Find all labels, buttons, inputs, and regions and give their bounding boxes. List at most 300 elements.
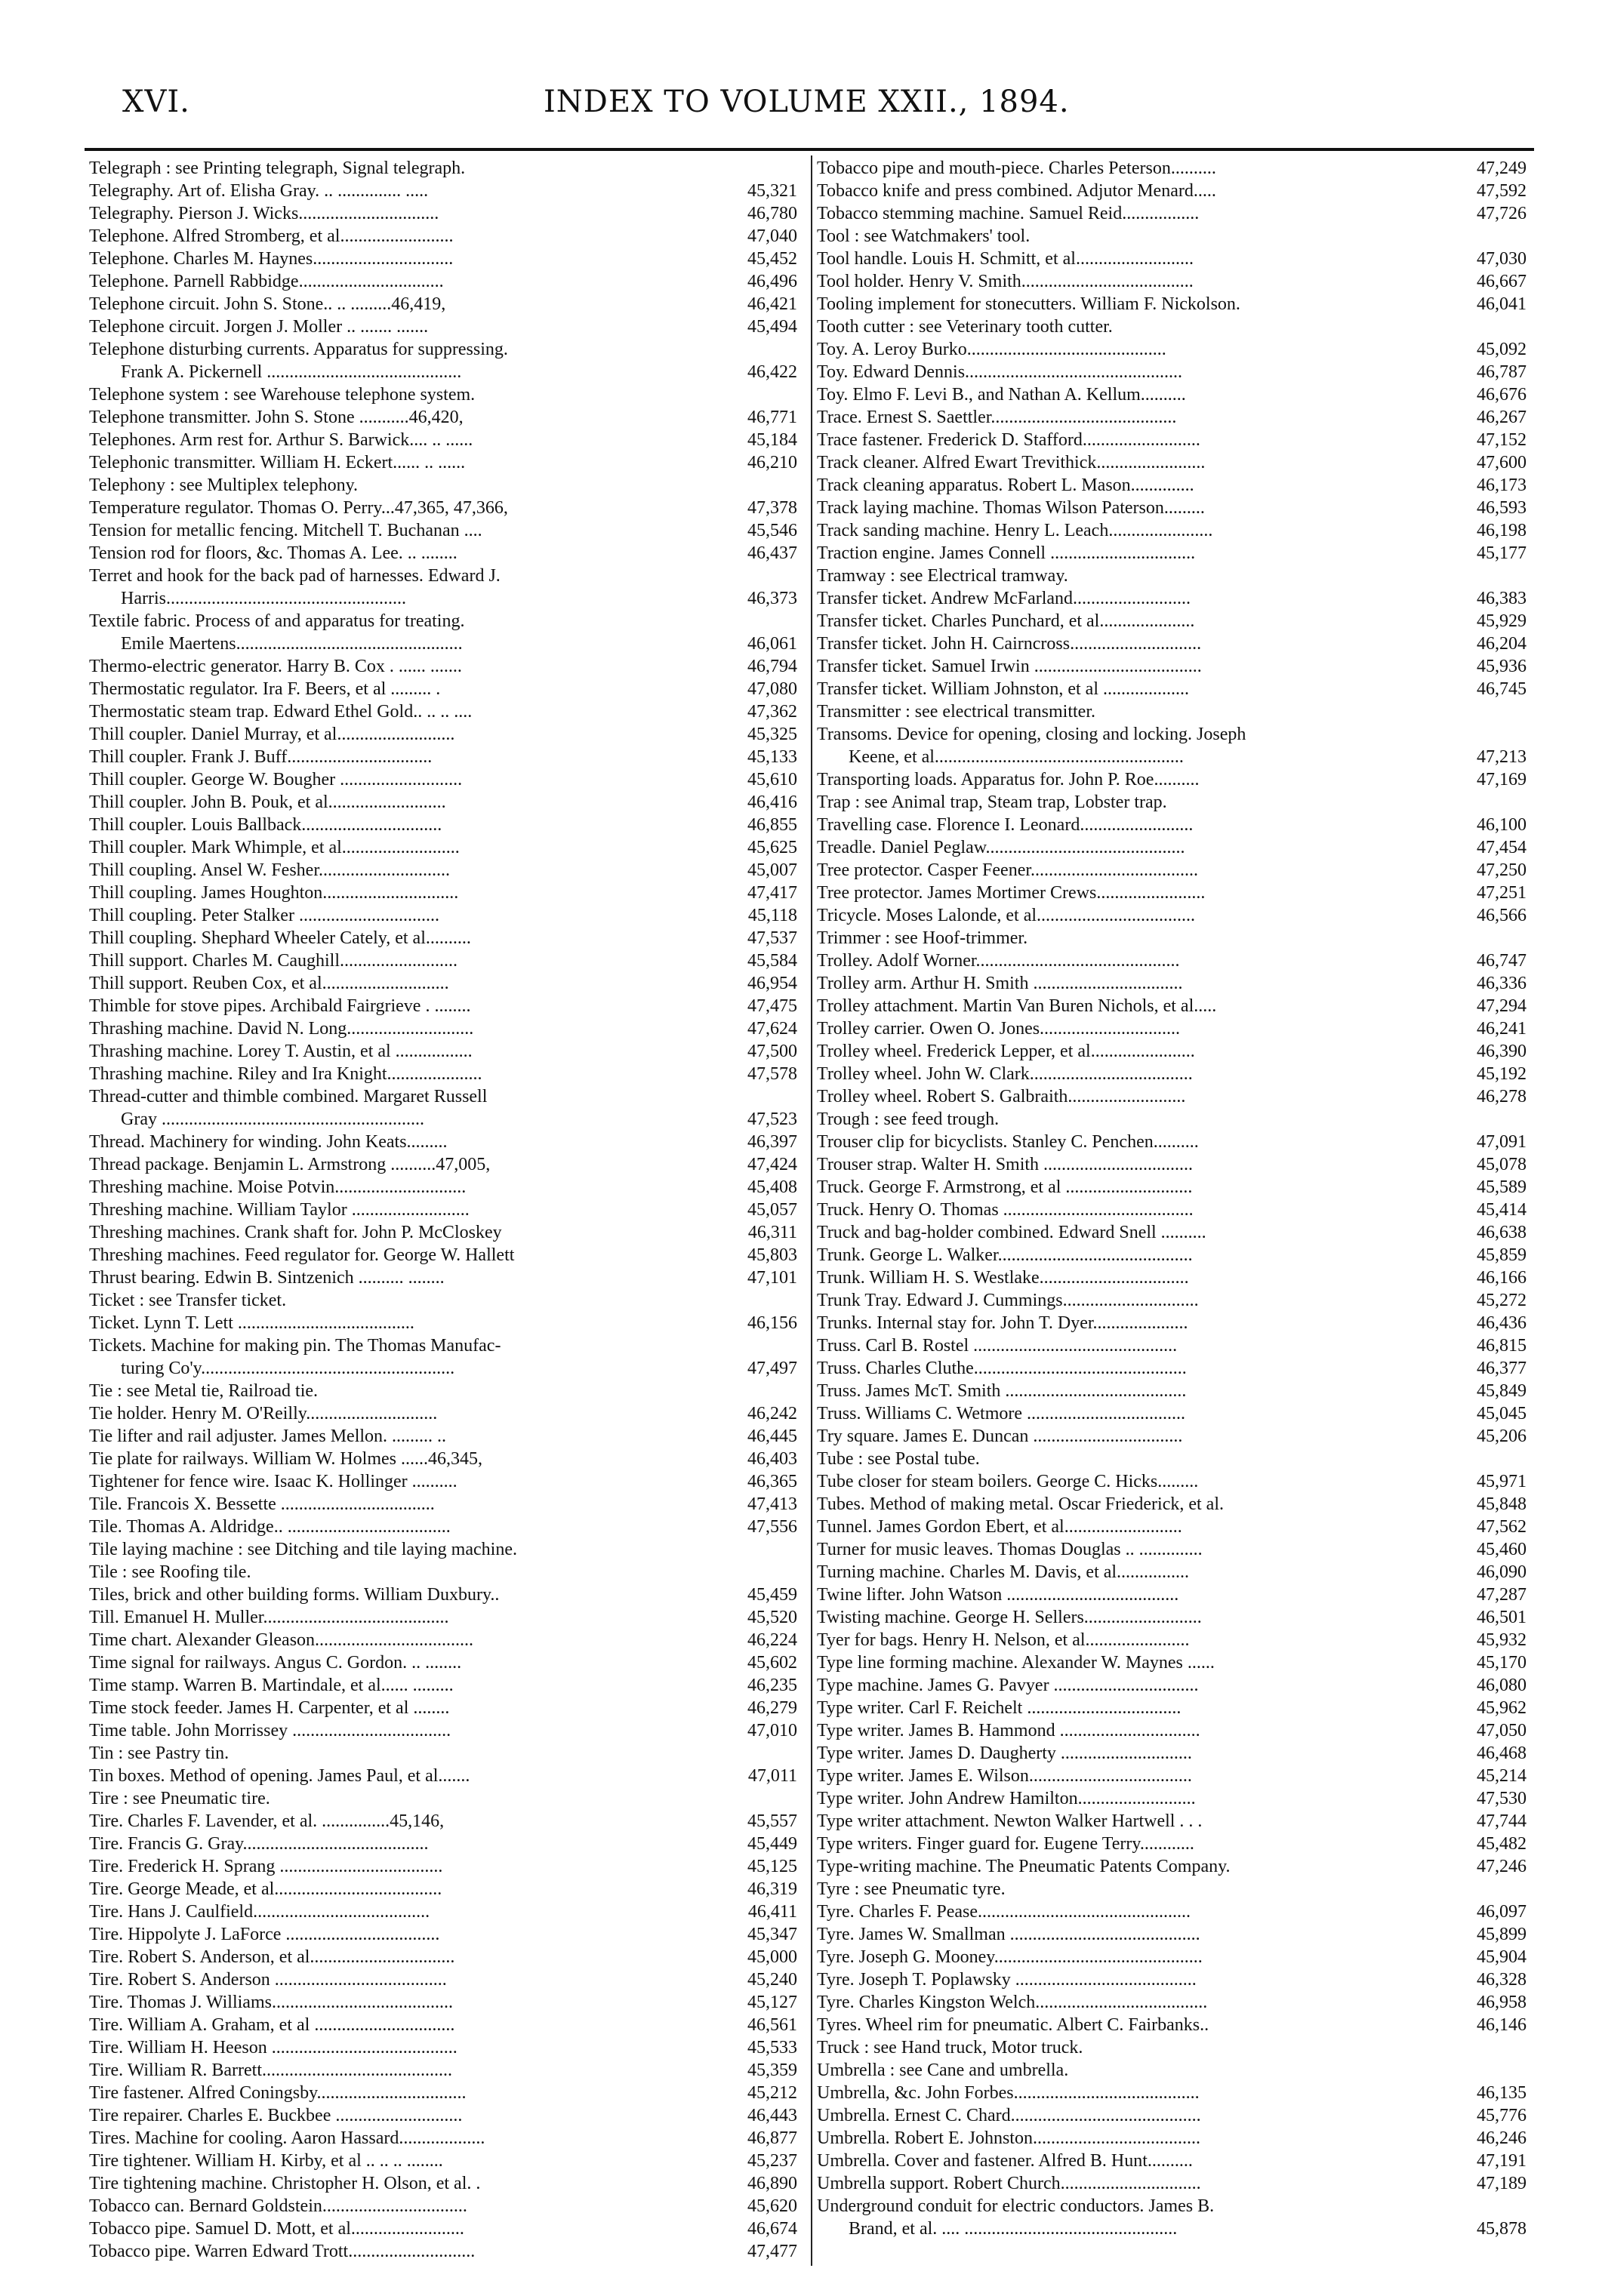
index-entry bbox=[89, 2218, 797, 2240]
entry-title: Trouser clip for bicyclists. Stanley C. Penchen.......... bbox=[817, 1132, 1199, 1152]
index-entry bbox=[89, 1584, 797, 1606]
entry-page-number: 47,477 bbox=[747, 2242, 797, 2261]
entry-title: Thermo-electric generator. Harry B. Cox . ...... ....... bbox=[89, 657, 462, 676]
entry-title: Trolley arm. Arthur H. Smith ................................. bbox=[817, 974, 1183, 993]
entry-page-number: 45,272 bbox=[1477, 1291, 1527, 1310]
entry-title: Thread-cutter and thimble combined. Margaret Russell bbox=[89, 1087, 488, 1106]
entry-page-number: 45,971 bbox=[1477, 1472, 1527, 1491]
entry-page-number: 47,530 bbox=[1477, 1789, 1527, 1808]
entry-page-number: 45,325 bbox=[747, 725, 797, 744]
entry-page-number: 45,057 bbox=[747, 1200, 797, 1220]
entry-title: Telegraphy. Pierson J. Wicks............................... bbox=[89, 204, 439, 223]
entry-title: Tire. Francis G. Gray......................................... bbox=[89, 1834, 429, 1854]
entry-title: Trunk Tray. Edward J. Cummings.............................. bbox=[817, 1291, 1199, 1310]
index-entry bbox=[817, 1357, 1527, 1380]
index-entry bbox=[817, 995, 1527, 1017]
index-entry bbox=[89, 1561, 797, 1584]
index-entry bbox=[817, 927, 1527, 949]
index-entry bbox=[817, 859, 1527, 882]
index-entry bbox=[89, 542, 797, 565]
entry-title: Trace. Ernest S. Saettler......................................... bbox=[817, 408, 1177, 427]
index-entry bbox=[89, 1266, 797, 1289]
index-entry bbox=[817, 361, 1527, 383]
index-entry bbox=[817, 180, 1527, 202]
index-entry bbox=[89, 1538, 797, 1561]
index-entry bbox=[89, 1742, 797, 1765]
entry-title: Tool : see Watchmakers' tool. bbox=[817, 226, 1031, 246]
entry-page-number: 45,127 bbox=[747, 1993, 797, 2012]
entry-page-number: 47,624 bbox=[747, 1019, 797, 1039]
entry-title: Trimmer : see Hoof-trimmer. bbox=[817, 928, 1028, 948]
entry-page-number: 45,125 bbox=[747, 1857, 797, 1876]
entry-page-number: 45,092 bbox=[1477, 340, 1527, 359]
entry-page-number: 47,213 bbox=[1477, 747, 1527, 767]
entry-page-number: 46,566 bbox=[1477, 906, 1527, 925]
entry-page-number: 45,045 bbox=[1477, 1404, 1527, 1423]
index-entry bbox=[89, 1108, 797, 1131]
entry-page-number: 46,241 bbox=[1477, 1019, 1527, 1039]
entry-title: Track cleaning apparatus. Robert L. Mason.............. bbox=[817, 476, 1194, 495]
entry-title: Telegraphy. Art of. Elisha Gray. .. .............. ..... bbox=[89, 181, 429, 201]
entry-page-number: 46,135 bbox=[1477, 2083, 1527, 2103]
entry-title: Tube : see Postal tube. bbox=[817, 1449, 980, 1469]
entry-page-number: 45,602 bbox=[747, 1653, 797, 1673]
entry-title: Tire : see Pneumatic tire. bbox=[89, 1789, 270, 1808]
entry-title: Thimble for stove pipes. Archibald Fairgrieve . ........ bbox=[89, 996, 471, 1016]
entry-title: Threshing machines. Crank shaft for. John P. McCloskey bbox=[89, 1223, 502, 1242]
index-entry bbox=[89, 2172, 797, 2195]
entry-title: Tooth cutter : see Veterinary tooth cutter. bbox=[817, 317, 1113, 337]
entry-title: Tile. Thomas A. Aldridge.. .................................... bbox=[89, 1517, 451, 1537]
entry-title: Turner for music leaves. Thomas Douglas .. .............. bbox=[817, 1540, 1203, 1559]
index-entry bbox=[817, 882, 1527, 904]
entry-title: Track sanding machine. Henry L. Leach....................... bbox=[817, 521, 1213, 540]
index-entry bbox=[89, 2036, 797, 2059]
index-entry bbox=[817, 723, 1527, 746]
index-entry bbox=[817, 248, 1527, 270]
entry-title: Thill coupler. Mark Whimple, et al.......................... bbox=[89, 838, 460, 857]
entry-title: Tire tightening machine. Christopher H. Olson, et al. . bbox=[89, 2174, 481, 2193]
index-entry bbox=[89, 904, 797, 927]
entry-title: Transporting loads. Apparatus for. John P. Roe.......... bbox=[817, 770, 1200, 789]
index-entry bbox=[89, 1855, 797, 1878]
entry-page-number: 45,859 bbox=[1477, 1245, 1527, 1265]
index-entry bbox=[89, 406, 797, 429]
entry-title: Umbrella support. Robert Church............................... bbox=[817, 2174, 1201, 2193]
entry-title: Time stock feeder. James H. Carpenter, et al ........ bbox=[89, 1698, 450, 1718]
entry-title: Tire. Robert S. Anderson, et al................................ bbox=[89, 1947, 455, 1967]
index-entry bbox=[817, 1855, 1527, 1878]
index-entry bbox=[89, 1923, 797, 1946]
entry-page-number: 46,319 bbox=[747, 1879, 797, 1899]
entry-page-number: 46,242 bbox=[747, 1404, 797, 1423]
entry-title: Harris..................................................... bbox=[121, 589, 406, 608]
index-entry bbox=[817, 655, 1527, 678]
entry-page-number: 46,745 bbox=[1477, 679, 1527, 699]
entry-title: Tire. Frederick H. Sprang .................................... bbox=[89, 1857, 443, 1876]
entry-title: Thill coupling. James Houghton.............................. bbox=[89, 883, 459, 903]
entry-title: Thill coupling. Shephard Wheeler Cately, et al.......... bbox=[89, 928, 471, 948]
entry-page-number: 46,246 bbox=[1477, 2128, 1527, 2148]
entry-page-number: 46,436 bbox=[1477, 1313, 1527, 1333]
index-entry bbox=[89, 2240, 797, 2263]
entry-title: Track laying machine. Thomas Wilson Paterson......... bbox=[817, 498, 1205, 518]
entry-page-number: 46,100 bbox=[1477, 815, 1527, 835]
entry-title: Twine lifter. John Watson ...................................... bbox=[817, 1585, 1179, 1605]
entry-page-number: 46,336 bbox=[1477, 974, 1527, 993]
entry-title: Trolley wheel. Robert S. Galbraith.......................... bbox=[817, 1087, 1186, 1106]
index-entry bbox=[817, 1289, 1527, 1312]
entry-title: Try square. James E. Duncan ................................. bbox=[817, 1427, 1183, 1446]
entry-page-number: 46,278 bbox=[1477, 1087, 1527, 1106]
entry-page-number: 46,468 bbox=[1477, 1744, 1527, 1763]
index-entry bbox=[817, 1312, 1527, 1334]
entry-title: Thill coupler. Daniel Murray, et al.......................... bbox=[89, 725, 455, 744]
entry-page-number: 45,000 bbox=[747, 1947, 797, 1967]
entry-page-number: 45,078 bbox=[1477, 1155, 1527, 1174]
entry-page-number: 45,459 bbox=[747, 1585, 797, 1605]
entry-page-number: 47,246 bbox=[1477, 1857, 1527, 1876]
entry-title: Terret and hook for the back pad of harnesses. Edward J. bbox=[89, 566, 501, 586]
entry-title: Umbrella. Ernest C. Chard.......................................... bbox=[817, 2106, 1201, 2125]
entry-title: Travelling case. Florence I. Leonard......................... bbox=[817, 815, 1194, 835]
entry-page-number: 45,936 bbox=[1477, 657, 1527, 676]
index-entry bbox=[89, 1697, 797, 1719]
entry-page-number: 45,932 bbox=[1477, 1630, 1527, 1650]
index-entry bbox=[817, 383, 1527, 406]
index-entry bbox=[817, 519, 1527, 542]
entry-page-number: 45,214 bbox=[1477, 1766, 1527, 1786]
entry-title: Telephone. Parnell Rabbidge................................ bbox=[89, 272, 444, 291]
entry-page-number: 47,287 bbox=[1477, 1585, 1527, 1605]
entry-title: Telephones. Arm rest for. Arthur S. Barwick.... .. ...... bbox=[89, 430, 473, 450]
entry-title: Type writer. John Andrew Hamilton.......................... bbox=[817, 1789, 1196, 1808]
entry-page-number: 46,501 bbox=[1477, 1608, 1527, 1627]
entry-title: Telephone. Charles M. Haynes............................... bbox=[89, 249, 454, 269]
entry-page-number: 47,050 bbox=[1477, 1721, 1527, 1740]
entry-page-number: 45,776 bbox=[1477, 2106, 1527, 2125]
entry-title: Umbrella, &c. John Forbes......................................... bbox=[817, 2083, 1200, 2103]
index-entry bbox=[817, 1901, 1527, 1923]
entry-title: Trouser strap. Walter H. Smith ................................. bbox=[817, 1155, 1194, 1174]
entry-title: Truck : see Hand truck, Motor truck. bbox=[817, 2038, 1083, 2057]
entry-title: Type machine. James G. Pavyer ................................ bbox=[817, 1676, 1199, 1695]
entry-page-number: 45,460 bbox=[1477, 1540, 1527, 1559]
index-entry bbox=[817, 406, 1527, 429]
entry-page-number: 45,414 bbox=[1477, 1200, 1527, 1220]
entry-title: Type writers. Finger guard for. Eugene Terry............ bbox=[817, 1834, 1194, 1854]
entry-title: Type writer. James B. Hammond ............................... bbox=[817, 1721, 1200, 1740]
index-entry bbox=[817, 1425, 1527, 1448]
entry-page-number: 47,475 bbox=[747, 996, 797, 1016]
entry-page-number: 46,667 bbox=[1477, 272, 1527, 291]
index-entry bbox=[817, 1470, 1527, 1493]
index-entry bbox=[89, 1085, 797, 1108]
entry-page-number: 45,347 bbox=[747, 1925, 797, 1944]
entry-title: Telephone circuit. John S. Stone.. .. .........46,419, bbox=[89, 294, 446, 314]
entry-page-number: 45,584 bbox=[747, 951, 797, 971]
entry-title: Thrashing machine. Riley and Ira Knight..................... bbox=[89, 1064, 482, 1084]
index-entry bbox=[817, 1742, 1527, 1765]
index-entry bbox=[817, 1561, 1527, 1584]
entry-page-number: 45,184 bbox=[747, 430, 797, 450]
entry-title: Frank A. Pickernell ........................................... bbox=[121, 362, 462, 382]
entry-page-number: 45,007 bbox=[747, 860, 797, 880]
index-entry bbox=[89, 836, 797, 859]
entry-title: Tobacco pipe and mouth-piece. Charles Peterson.......... bbox=[817, 159, 1216, 178]
index-entry bbox=[89, 157, 797, 180]
entry-title: Tiles, brick and other building forms. William Duxbury.. bbox=[89, 1585, 500, 1605]
index-entry bbox=[817, 338, 1527, 361]
entry-title: Trap : see Animal trap, Steam trap, Lobster trap. bbox=[817, 793, 1167, 812]
entry-page-number: 46,061 bbox=[747, 634, 797, 654]
entry-title: Trolley. Adolf Worner............................................. bbox=[817, 951, 1180, 971]
index-entry bbox=[89, 655, 797, 678]
entry-page-number: 45,533 bbox=[747, 2038, 797, 2057]
entry-page-number: 45,878 bbox=[1477, 2219, 1527, 2239]
entry-title: Twisting machine. George H. Sellers.......................... bbox=[817, 1608, 1202, 1627]
index-entry bbox=[89, 1221, 797, 1244]
index-entry bbox=[817, 2104, 1527, 2127]
entry-title: Trolley wheel. John W. Clark.................................... bbox=[817, 1064, 1193, 1084]
entry-title: Threshing machine. Moise Potvin............................. bbox=[89, 1177, 467, 1197]
entry-page-number: 45,520 bbox=[747, 1608, 797, 1627]
index-entry bbox=[89, 2150, 797, 2172]
index-entry bbox=[817, 1221, 1527, 1244]
entry-page-number: 46,090 bbox=[1477, 1562, 1527, 1582]
entry-page-number: 46,747 bbox=[1477, 951, 1527, 971]
entry-title: Thill support. Reuben Cox, et al............................ bbox=[89, 974, 449, 993]
entry-title: Truck. Henry O. Thomas .......................................... bbox=[817, 1200, 1194, 1220]
index-entry bbox=[89, 1357, 797, 1380]
index-entry bbox=[817, 814, 1527, 836]
index-entry bbox=[89, 202, 797, 225]
entry-page-number: 47,249 bbox=[1477, 159, 1527, 178]
entry-title: Transfer ticket. Charles Punchard, et al..................... bbox=[817, 611, 1195, 631]
entry-title: Gray .......................................................... bbox=[121, 1110, 424, 1129]
entry-page-number: 47,497 bbox=[747, 1359, 797, 1378]
entry-title: Tie lifter and rail adjuster. James Mellon. ......... .. bbox=[89, 1427, 447, 1446]
entry-page-number: 46,377 bbox=[1477, 1359, 1527, 1378]
entry-title: Transfer ticket. John H. Cairncross............................. bbox=[817, 634, 1202, 654]
entry-page-number: 46,311 bbox=[747, 1223, 797, 1242]
index-entry bbox=[89, 927, 797, 949]
index-entry bbox=[817, 1108, 1527, 1131]
index-entry bbox=[89, 768, 797, 791]
entry-title: Tire fastener. Alfred Coningsby................................. bbox=[89, 2083, 467, 2103]
index-entry bbox=[817, 1833, 1527, 1855]
entry-title: Tyre. Joseph T. Poplawsky ........................................ bbox=[817, 1970, 1197, 1990]
entry-page-number: 46,373 bbox=[747, 589, 797, 608]
entry-title: Ticket : see Transfer ticket. bbox=[89, 1291, 287, 1310]
entry-page-number: 46,445 bbox=[747, 1427, 797, 1446]
index-entry bbox=[89, 248, 797, 270]
entry-title: Tile laying machine : see Ditching and tile laying machine. bbox=[89, 1540, 517, 1559]
index-entry bbox=[89, 859, 797, 882]
index-column-left bbox=[89, 157, 797, 2263]
entry-page-number: 46,041 bbox=[1477, 294, 1527, 314]
index-entry bbox=[817, 1810, 1527, 1833]
index-entry bbox=[89, 565, 797, 587]
entry-page-number: 47,424 bbox=[747, 1155, 797, 1174]
index-entry bbox=[89, 995, 797, 1017]
entry-page-number: 46,855 bbox=[747, 815, 797, 835]
index-entry bbox=[817, 1017, 1527, 1040]
entry-title: Telephone transmitter. John S. Stone ...........46,420, bbox=[89, 408, 464, 427]
entry-title: Umbrella. Robert E. Johnston..................................... bbox=[817, 2128, 1200, 2148]
entry-title: Threshing machines. Feed regulator for. George W. Hallett bbox=[89, 1245, 515, 1265]
entry-page-number: 47,251 bbox=[1477, 883, 1527, 903]
entry-title: Tyres. Wheel rim for pneumatic. Albert C. Fairbanks.. bbox=[817, 2015, 1209, 2035]
entry-page-number: 47,378 bbox=[747, 498, 797, 518]
entry-title: Tie plate for railways. William W. Holmes ......46,345, bbox=[89, 1449, 482, 1469]
entry-title: Toy. Edward Dennis................................................ bbox=[817, 362, 1183, 382]
index-entry bbox=[89, 1289, 797, 1312]
index-entry bbox=[817, 2150, 1527, 2172]
entry-title: Turning machine. Charles M. Davis, et al................ bbox=[817, 1562, 1190, 1582]
entry-page-number: 46,437 bbox=[747, 543, 797, 563]
entry-title: Tunnel. James Gordon Ebert, et al.......................... bbox=[817, 1517, 1182, 1537]
entry-title: Trolley attachment. Martin Van Buren Nichols, et al..... bbox=[817, 996, 1217, 1016]
entry-title: Tyre : see Pneumatic tyre. bbox=[817, 1879, 1006, 1899]
entry-title: Tension rod for floors, &c. Thomas A. Lee. .. ........ bbox=[89, 543, 458, 563]
index-entry bbox=[89, 1674, 797, 1697]
entry-title: Transfer ticket. William Johnston, et al ................... bbox=[817, 679, 1189, 699]
index-entry bbox=[817, 1131, 1527, 1153]
entry-title: Type writer. James E. Wilson.................................... bbox=[817, 1766, 1192, 1786]
index-entry bbox=[89, 1131, 797, 1153]
page-number: XVI. bbox=[122, 85, 190, 119]
index-entry bbox=[89, 2127, 797, 2150]
entry-title: Thermostatic regulator. Ira F. Beers, et al ......... . bbox=[89, 679, 441, 699]
index-entry bbox=[89, 610, 797, 632]
entry-page-number: 45,899 bbox=[1477, 1925, 1527, 1944]
index-entry bbox=[89, 972, 797, 995]
index-entry bbox=[817, 1448, 1527, 1470]
entry-page-number: 46,496 bbox=[747, 272, 797, 291]
entry-title: Type writer attachment. Newton Walker Hartwell . . . bbox=[817, 1811, 1203, 1831]
index-entry bbox=[817, 497, 1527, 519]
index-entry bbox=[89, 519, 797, 542]
entry-page-number: 47,556 bbox=[747, 1517, 797, 1537]
index-entry bbox=[89, 1244, 797, 1266]
index-entry bbox=[817, 2036, 1527, 2059]
entry-title: Type writer. James D. Daugherty ............................. bbox=[817, 1744, 1192, 1763]
index-entry bbox=[817, 1085, 1527, 1108]
entry-page-number: 46,638 bbox=[1477, 1223, 1527, 1242]
entry-page-number: 47,413 bbox=[747, 1494, 797, 1514]
entry-title: Type writer. Carl F. Reichelt .................................. bbox=[817, 1698, 1182, 1718]
entry-title: Tie : see Metal tie, Railroad tie. bbox=[89, 1381, 319, 1401]
index-entry bbox=[89, 1402, 797, 1425]
index-entry bbox=[89, 1901, 797, 1923]
entry-page-number: 47,191 bbox=[1477, 2151, 1527, 2171]
entry-title: Thill coupling. Peter Stalker ............................... bbox=[89, 906, 439, 925]
entry-title: Tightener for fence wire. Isaac K. Hollinger .......... bbox=[89, 1472, 458, 1491]
entry-page-number: 45,849 bbox=[1477, 1381, 1527, 1401]
index-entry bbox=[89, 429, 797, 451]
index-entry bbox=[817, 904, 1527, 927]
entry-page-number: 46,422 bbox=[747, 362, 797, 382]
entry-page-number: 46,328 bbox=[1477, 1970, 1527, 1990]
index-entry bbox=[817, 1674, 1527, 1697]
entry-title: Tire. George Meade, et al..................................... bbox=[89, 1879, 442, 1899]
entry-page-number: 46,403 bbox=[747, 1449, 797, 1469]
index-entry bbox=[89, 338, 797, 361]
index-entry bbox=[817, 542, 1527, 565]
index-entry bbox=[89, 1312, 797, 1334]
index-entry bbox=[89, 1787, 797, 1810]
index-entry bbox=[89, 1606, 797, 1629]
entry-title: Tire. William H. Heeson ......................................... bbox=[89, 2038, 458, 2057]
entry-title: Thill coupler. John B. Pouk, et al.......................... bbox=[89, 793, 446, 812]
entry-title: Tobacco stemming machine. Samuel Reid................. bbox=[817, 204, 1200, 223]
entry-title: Thill support. Charles M. Caughill.......................... bbox=[89, 951, 458, 971]
entry-page-number: 45,589 bbox=[1477, 1177, 1527, 1197]
entry-page-number: 45,848 bbox=[1477, 1494, 1527, 1514]
index-entry bbox=[817, 632, 1527, 655]
index-entry bbox=[89, 1199, 797, 1221]
entry-page-number: 47,294 bbox=[1477, 996, 1527, 1016]
index-entry bbox=[89, 1516, 797, 1538]
entry-page-number: 47,152 bbox=[1477, 430, 1527, 450]
entry-page-number: 47,537 bbox=[747, 928, 797, 948]
entry-title: Tramway : see Electrical tramway. bbox=[817, 566, 1068, 586]
entry-page-number: 46,443 bbox=[747, 2106, 797, 2125]
entry-title: Telephone. Alfred Stromberg, et al......................... bbox=[89, 226, 454, 246]
entry-page-number: 46,794 bbox=[747, 657, 797, 676]
entry-title: Trolley carrier. Owen O. Jones............................... bbox=[817, 1019, 1181, 1039]
index-entry bbox=[89, 1946, 797, 1968]
index-entry bbox=[817, 587, 1527, 610]
entry-page-number: 45,212 bbox=[747, 2083, 797, 2103]
entry-page-number: 46,676 bbox=[1477, 385, 1527, 405]
entry-title: Tobacco pipe. Samuel D. Mott, et al......................... bbox=[89, 2219, 464, 2239]
entry-title: Telephonic transmitter. William H. Eckert...... .. ...... bbox=[89, 453, 466, 472]
entry-page-number: 46,267 bbox=[1477, 408, 1527, 427]
index-entry bbox=[817, 1697, 1527, 1719]
entry-title: Tire. Hans J. Caulfield....................................... bbox=[89, 1902, 430, 1922]
entry-title: Type line forming machine. Alexander W. Maynes ...... bbox=[817, 1653, 1215, 1673]
entry-title: Treadle. Daniel Peglaw............................................ bbox=[817, 838, 1185, 857]
entry-page-number: 45,408 bbox=[747, 1177, 797, 1197]
entry-title: Ticket. Lynn T. Lett ....................................... bbox=[89, 1313, 414, 1333]
index-entry bbox=[89, 1651, 797, 1674]
entry-title: Tickets. Machine for making pin. The Thomas Manufac- bbox=[89, 1336, 501, 1356]
index-entry bbox=[817, 293, 1527, 315]
entry-page-number: 45,118 bbox=[747, 906, 797, 925]
index-entry bbox=[817, 1606, 1527, 1629]
entry-page-number: 46,173 bbox=[1477, 476, 1527, 495]
column-divider bbox=[811, 155, 812, 2266]
entry-title: Thill coupler. Frank J. Buff................................ bbox=[89, 747, 433, 767]
entry-page-number: 45,625 bbox=[747, 838, 797, 857]
index-entry bbox=[89, 1153, 797, 1176]
entry-title: Keene, et al....................................................... bbox=[849, 747, 1184, 767]
index-entry bbox=[89, 1470, 797, 1493]
index-entry bbox=[817, 157, 1527, 180]
index-entry bbox=[817, 1878, 1527, 1901]
entry-title: Tires. Machine for cooling. Aaron Hassard................... bbox=[89, 2128, 485, 2148]
index-entry bbox=[817, 565, 1527, 587]
entry-page-number: 45,610 bbox=[747, 770, 797, 789]
index-entry bbox=[817, 1063, 1527, 1085]
index-entry bbox=[89, 700, 797, 723]
entry-page-number: 46,397 bbox=[747, 1132, 797, 1152]
entry-page-number: 45,929 bbox=[1477, 611, 1527, 631]
index-entry bbox=[89, 723, 797, 746]
index-entry bbox=[89, 882, 797, 904]
